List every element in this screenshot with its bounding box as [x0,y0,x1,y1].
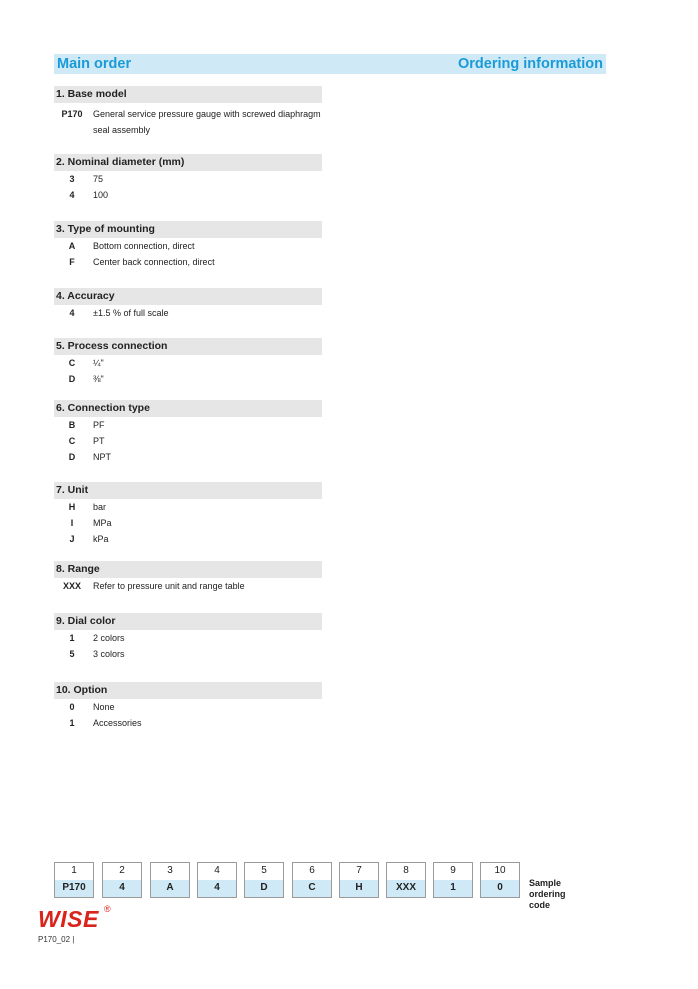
section-unit [54,482,322,547]
code-cell [54,862,94,898]
code-cell [433,862,473,898]
item-code: 4 [69,308,75,318]
list-item [54,254,322,270]
item-code: 1 [69,633,75,643]
item-code: J [69,534,75,544]
sample-label-line2: ordering code [529,889,566,910]
item-code: 4 [69,190,75,200]
section-title: 6. Connection type [54,400,322,417]
cell-number: 8 [387,863,425,880]
cell-value: 4 [198,880,236,897]
page-header [54,54,606,74]
item-code: I [70,518,74,528]
list-item [54,699,322,715]
item-desc: MPa [93,518,112,528]
item-desc: NPT [93,452,111,462]
list-item [54,417,322,433]
item-code: 1 [69,718,75,728]
section-title: 8. Range [54,561,322,578]
header-ordering-information: Ordering information [458,56,603,72]
list-item [54,433,322,449]
code-cell [197,862,237,898]
list-item [54,305,322,321]
code-cell [386,862,426,898]
section-nominal-diameter [54,154,322,203]
wise-logo [38,904,111,933]
item-code: D [68,452,76,462]
code-cell [150,862,190,898]
header-main-order: Main order [57,56,132,72]
sample-label [529,878,566,911]
cell-number: 9 [434,863,472,880]
item-code: XXX [62,581,81,591]
cell-value: 4 [103,880,141,897]
item-desc: General service pressure gauge with screwed diaphragm seal assembly [93,109,321,135]
cell-number: 4 [198,863,236,880]
cell-value: A [151,880,189,897]
list-item [54,646,322,662]
section-title: 2. Nominal diameter (mm) [54,154,322,171]
section-title: 10. Option [54,682,322,699]
item-desc: kPa [93,534,109,544]
item-code: 3 [69,174,75,184]
section-title: 1. Base model [54,86,322,103]
code-cell [339,862,379,898]
cell-number: 7 [340,863,378,880]
list-item [54,106,322,138]
list-item [54,187,322,203]
section-dial-color [54,613,322,662]
section-process-connection [54,338,322,387]
item-code: D [68,374,76,384]
list-item [54,630,322,646]
list-item [54,578,322,594]
item-code: H [68,502,76,512]
list-item [54,531,322,547]
item-code: C [68,358,76,368]
section-accuracy [54,288,322,321]
section-type-of-mounting [54,221,322,270]
item-desc: ±1.5 % of full scale [93,308,169,318]
cell-number: 10 [481,863,519,880]
item-desc: Accessories [93,718,142,728]
list-item [54,449,322,465]
item-desc: None [93,702,115,712]
list-item [54,371,322,387]
item-desc: Center back connection, direct [93,257,215,267]
cell-value: XXX [387,880,425,897]
item-desc: 3 colors [93,649,125,659]
list-item [54,171,322,187]
section-title: 5. Process connection [54,338,322,355]
list-item [54,499,322,515]
document-code: P170_02 | [38,935,75,944]
sample-label-line1: Sample [529,878,562,888]
registered-mark: ® [104,904,111,914]
item-desc: ⅜" [93,374,104,384]
logo-text: WISE [38,906,99,932]
cell-number: 5 [245,863,283,880]
item-code: F [69,257,75,267]
section-title: 4. Accuracy [54,288,322,305]
code-cell [292,862,332,898]
item-desc: 2 colors [93,633,125,643]
section-base-model [54,86,322,138]
item-desc: PT [93,436,105,446]
item-code: 5 [69,649,75,659]
item-code: P170 [61,109,83,119]
item-code: C [68,436,76,446]
list-item [54,355,322,371]
item-desc: bar [93,502,107,512]
item-desc: 100 [93,190,109,200]
cell-value: 0 [481,880,519,897]
list-item [54,515,322,531]
item-desc: ¼" [93,358,104,368]
item-code: B [68,420,76,430]
code-cell [102,862,142,898]
cell-value: 1 [434,880,472,897]
item-desc: Refer to pressure unit and range table [93,581,245,591]
item-code: A [68,241,76,251]
item-code: 0 [69,702,75,712]
section-option [54,682,322,731]
section-title: 9. Dial color [54,613,322,630]
item-desc: Bottom connection, direct [93,241,195,251]
section-title: 7. Unit [54,482,322,499]
cell-value: P170 [55,880,93,897]
list-item [54,238,322,254]
code-cell [244,862,284,898]
cell-number: 2 [103,863,141,880]
cell-value: C [293,880,331,897]
cell-value: H [340,880,378,897]
cell-number: 3 [151,863,189,880]
cell-value: D [245,880,283,897]
section-title: 3. Type of mounting [54,221,322,238]
list-item [54,715,322,731]
item-desc: PF [93,420,105,430]
cell-number: 6 [293,863,331,880]
cell-number: 1 [55,863,93,880]
section-connection-type [54,400,322,465]
code-cell [480,862,520,898]
section-range [54,561,322,594]
item-desc: 75 [93,174,104,184]
